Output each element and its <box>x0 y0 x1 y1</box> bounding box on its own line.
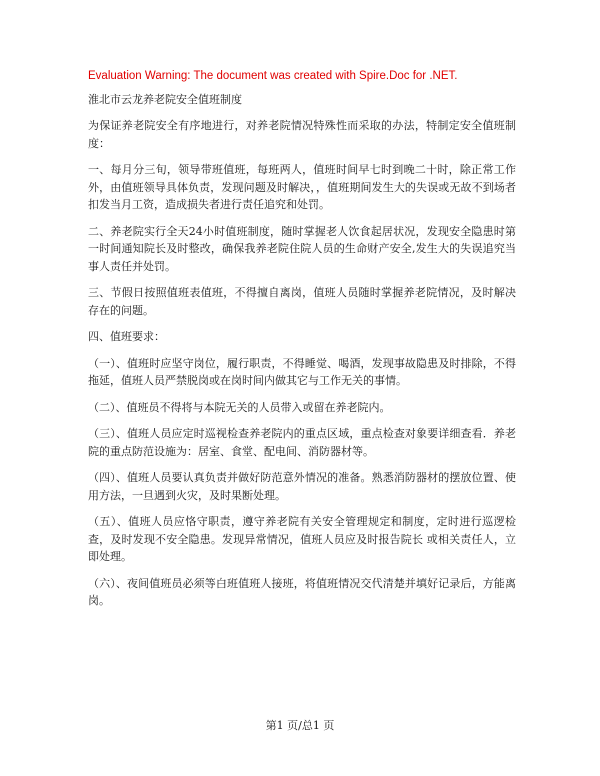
requirement-5: （五）、值班人员应恪守职责，遵守养老院有关安全管理规定和制度，定时进行巡逻检查，及时发现不安全隐患。发现异常情况，值班人员应及时报告院长 或相关责任人，立即处理。 <box>88 515 516 563</box>
evaluation-warning: Evaluation Warning: The document was created with Spire.Doc for .NET. <box>88 70 458 82</box>
requirement-3: （三）、值班人员应定时巡视检查养老院内的重点区域，重点检查对象要详细查看．养老院的重点防范设施为：居室、食堂、配电间、消防器材等。 <box>88 427 516 458</box>
paragraph-3: 三、节假日按照值班表值班，不得擅自离岗，值班人员随时掌握养老院情况，及时解决存在的问题。 <box>88 286 516 317</box>
page-footer: 第1 页/总1 页 <box>265 719 335 732</box>
requirement-1: （一）、值班时应坚守岗位，履行职责，不得睡觉、喝酒，发现事故隐患及时排除，不得拖延，值班人员严禁脱岗或在岗时间内做其它与工作无关的事情。 <box>88 356 516 387</box>
document-body <box>88 68 516 619</box>
paragraph-2: 二、养老院实行全天24小时值班制度，随时掌握老人饮食起居状况，发现安全隐患时第一时间通知院长及时整改，确保我养老院住院人员的生命财产安全,发生大的失误追究当事人责任并处罚。 <box>88 224 516 273</box>
paragraph-4-heading: 四、值班要求： <box>88 330 165 343</box>
paragraph-1: 一、每月分三旬，领导带班值班，每班两人，值班时间早七时到晚二十时，除正常工作外，由值班领导具体负责，发现问题及时解决，，值班期间发生大的失误或无故不到场者扣发当月工资，造成损失者进行责任追究和处罚。 <box>88 163 516 211</box>
document-title: 淮北市云龙养老院安全值班制度 <box>88 93 242 106</box>
requirement-6: （六）、夜间值班员必须等白班值班人接班，将值班情况交代清楚并填好记录后，方能离岗。 <box>88 576 516 607</box>
requirement-2: （二）、值班员不得将与本院无关的人员带入或留在养老院内。 <box>88 400 391 414</box>
paragraph-intro: 为保证养老院安全有序地进行，对养老院情况特殊性而采取的办法，特制定安全值班制度： <box>88 119 516 150</box>
requirement-4: （四）、值班人员要认真负责并做好防范意外情况的准备。熟悉消防器材的摆放位置、使用方法，一旦遇到火灾，及时果断处理。 <box>88 471 516 502</box>
